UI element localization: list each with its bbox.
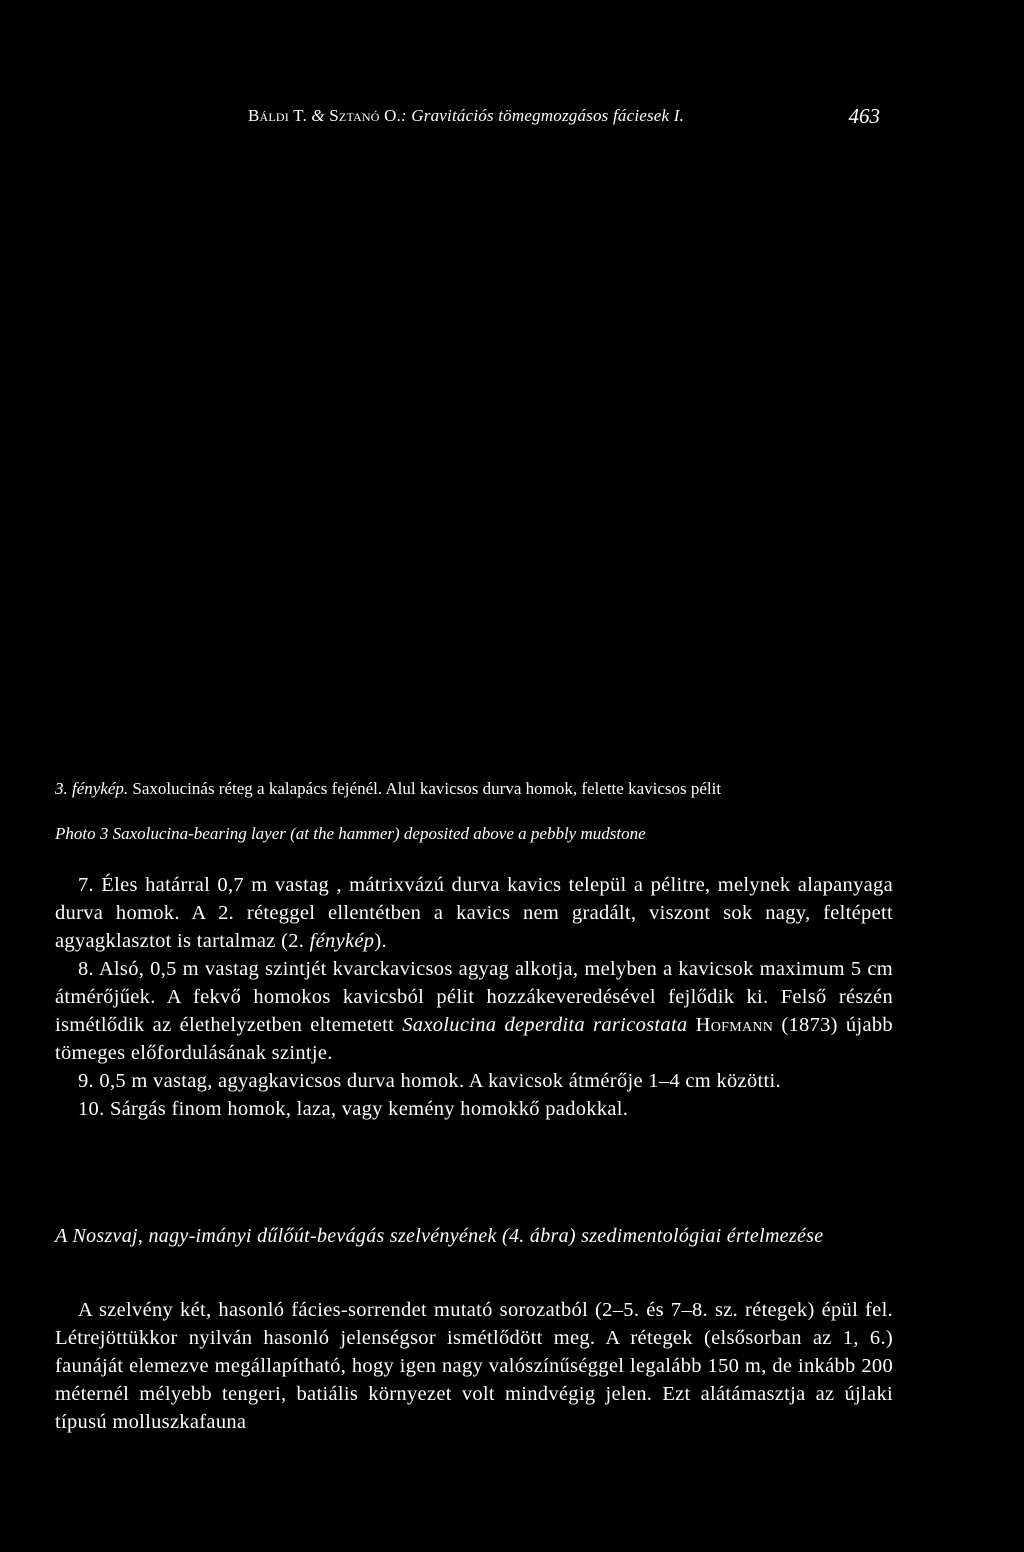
item-8-text: 8. Alsó, 0,5 m vastag szintjét kvarckavicsos agyag alkotja, melyben a kavicsok maximum 5 cm átmérőjűek. A fekvő homokos kavicsból pélit hozzákeveredésével fejlődik ki. Felső részén ismétlődik az élethelyzetben eltemetett — [55, 958, 893, 1036]
section-heading-block — [55, 1222, 893, 1250]
item-7-end: ). — [374, 930, 387, 952]
author-1: Báldi T. — [248, 106, 307, 125]
page-number: 463 — [848, 104, 880, 128]
caption-hu-label: 3. fénykép. — [55, 779, 129, 798]
layer-item-9: 9. 0,5 m vastag, agyagkavicsos durva homok. A kavicsok átmérője 1–4 cm közötti. — [78, 1070, 781, 1092]
item-8-end: (1873) újabb tömeges előfordulásának szintje. — [55, 1014, 893, 1064]
caption-en-text: Saxolucina-bearing layer (at the hammer) deposited above a pebbly mudstone — [112, 824, 646, 843]
layer-descriptions — [55, 871, 893, 1123]
layer-item-10: 10. Sárgás finom homok, laza, vagy kemény homokkő padokkal. — [78, 1098, 629, 1120]
running-header — [248, 104, 880, 134]
caption-hu-text: Saxolucinás réteg a kalapács fejénél. Alul kavicsos durva homok, felette kavicsos pélit — [132, 779, 722, 798]
layer-item-8 — [55, 955, 893, 1067]
ampersand: & — [311, 106, 325, 125]
item-8-author: Hofmann — [695, 1014, 774, 1036]
layer-item-7 — [55, 871, 893, 955]
photo-caption-hungarian — [55, 779, 885, 799]
item-7-photo-ref: fénykép — [309, 930, 375, 952]
analysis-paragraph: A szelvény két, hasonló fácies-sorrendet mutató sorozatból (2–5. és 7–8. sz. rétegek) épül fel. Létrejöttükkor nyilván hasonló jelenségsor ismétlődött meg. A rétegek (elsősorban az 1, 6.) faunáját elemezve megállapítható, hogy igen nagy valószínűséggel legalább 150 m, de inkább 200 méternél mélyebb tengeri, batiális környezet volt mindvégig jelen. Ezt alátámasztja az újlaki típusú molluszkafauna — [55, 1299, 893, 1433]
author-2: Sztanó O. — [329, 106, 401, 125]
running-header-title — [248, 106, 684, 126]
analysis-paragraph-block — [55, 1296, 893, 1436]
item-8-species: Saxolucina deperdita raricostata — [402, 1014, 688, 1036]
photo-caption-english — [55, 824, 885, 844]
photo-3-dark-area — [55, 150, 885, 750]
section-title: A Noszvaj, nagy-imányi dűlőút-bevágás szelvényének (4. ábra) szedimentológiai értelmezése — [55, 1225, 824, 1247]
caption-en-label: Photo 3 — [55, 824, 109, 843]
article-title: : Gravitációs tömegmozgásos fáciesek I. — [401, 106, 685, 125]
item-7-text: 7. Éles határral 0,7 m vastag , mátrixvázú durva kavics települ a pélitre, melynek alapanyaga durva homok. A 2. réteggel ellentétben a kavics nem gradált, viszont sok nagy, feltépett agyagklasztot is tartalmaz (2. — [55, 874, 893, 952]
